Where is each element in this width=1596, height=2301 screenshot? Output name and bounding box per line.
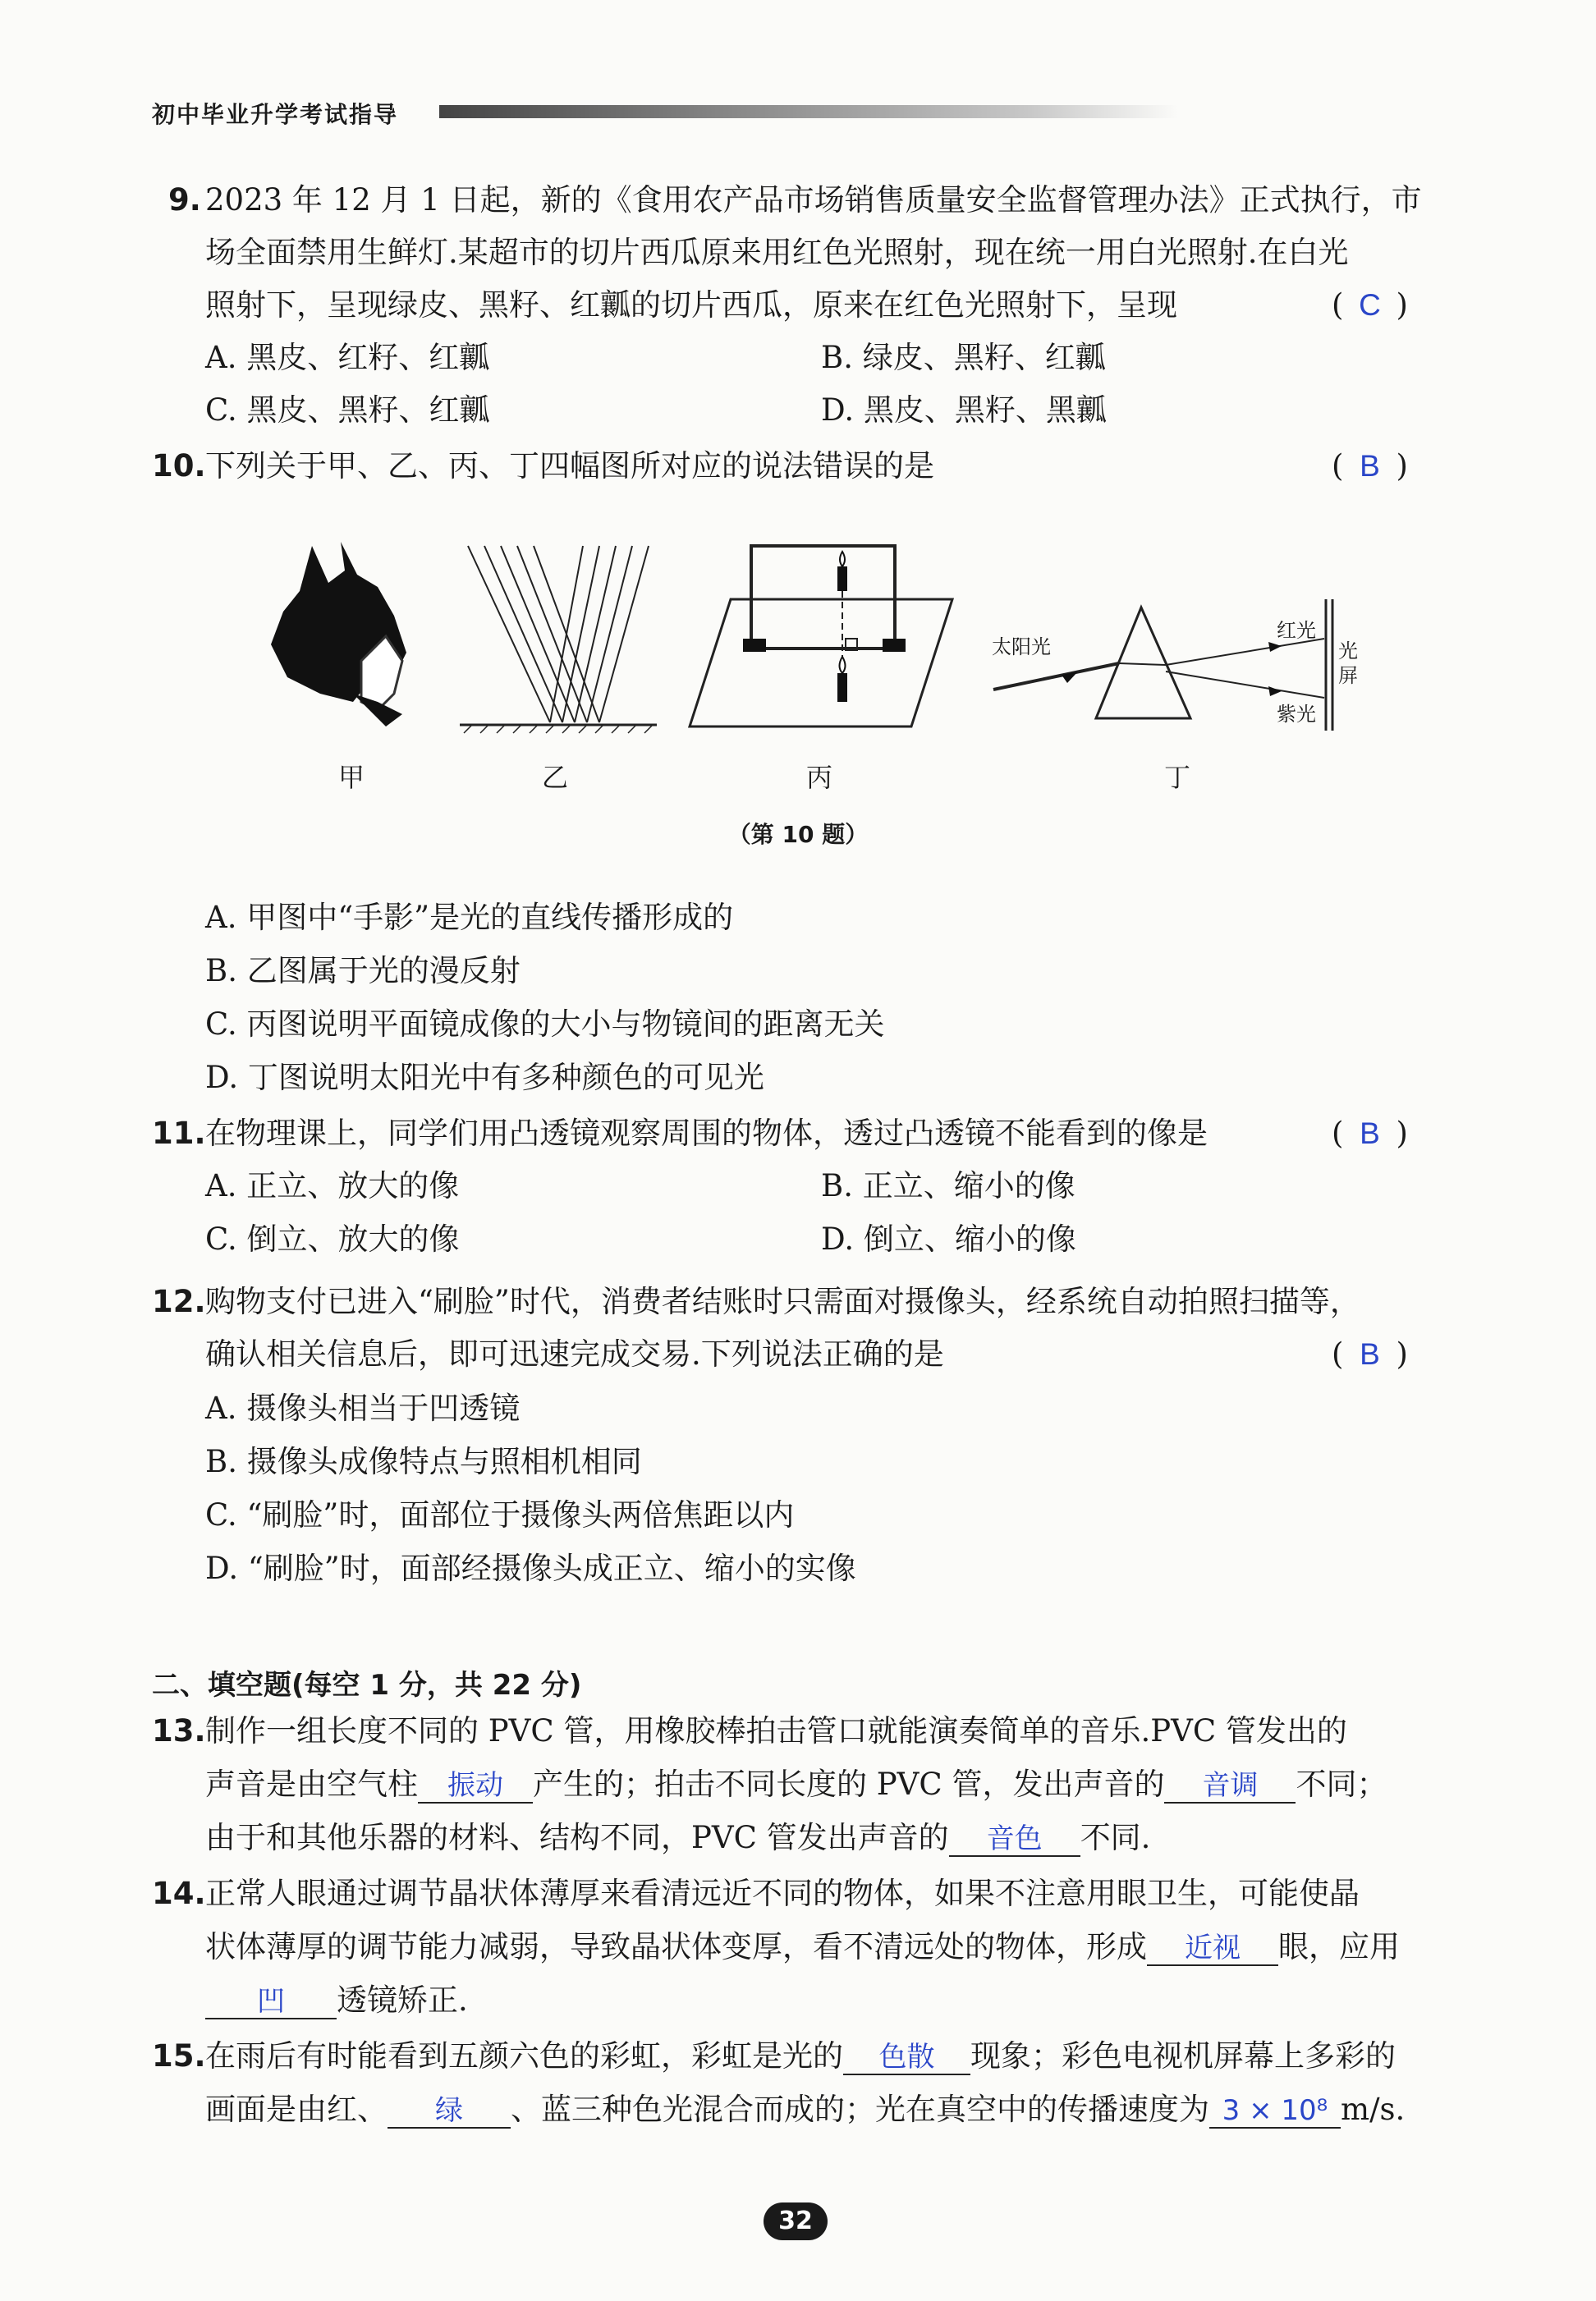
q9-line-1: 2023 年 12 月 1 日起，新的《食用农产品市场销售质量安全监督管理办法》正式执行，市 — [205, 182, 1422, 218]
q13-blank-1[interactable]: 振动 — [418, 1769, 533, 1804]
q12-option-b: B. 摄像头成像特点与照相机相同 — [205, 1444, 642, 1479]
q11-answer-value: B — [1360, 1116, 1380, 1150]
fig-label-jia: 甲 — [338, 762, 365, 793]
q10-answer-value: B — [1360, 449, 1380, 483]
q11-number: 11. — [152, 1116, 206, 1151]
q15-number: 15. — [152, 2038, 206, 2074]
q14-text-3b: 透镜矫正. — [337, 1982, 468, 2018]
q13-line-3 — [205, 1818, 1150, 1858]
q14-number: 14. — [152, 1876, 206, 1911]
q13-text-2c: 不同； — [1296, 1767, 1387, 1802]
q15-text-2c: m/s. — [1341, 2092, 1406, 2127]
q11-stem: 在物理课上，同学们用凸透镜观察周围的物体，透过凸透镜不能看到的像是 — [205, 1116, 1208, 1151]
q13-text-3a: 由于和其他乐器的材料、结构不同，PVC 管发出声音的 — [205, 1820, 949, 1855]
q14-blank-1[interactable]: 近视 — [1147, 1932, 1278, 1966]
q15-blank-3[interactable]: 3 × 10⁸ — [1209, 2094, 1341, 2129]
q15-text-1b: 现象；彩色电视机屏幕上多彩的 — [970, 2038, 1396, 2074]
q13-text-3b: 不同. — [1080, 1820, 1151, 1855]
running-header: 初中毕业升学考试指导 — [152, 101, 399, 128]
q13-blank-2[interactable]: 音调 — [1164, 1769, 1296, 1804]
q11-option-b: B. 正立、缩小的像 — [821, 1168, 1075, 1203]
q13-blank-3[interactable]: 音色 — [949, 1822, 1080, 1857]
q13-line-2 — [205, 1765, 1387, 1804]
q15-line-2 — [205, 2090, 1405, 2129]
q11-option-a: A. 正立、放大的像 — [205, 1168, 460, 1203]
q13-text-2a: 声音是由空气柱 — [205, 1767, 418, 1802]
q10-number: 10. — [152, 448, 206, 484]
q10-option-c: C. 丙图说明平面镜成像的大小与物镜间的距离无关 — [205, 1006, 885, 1042]
q11-answer: ( B ) — [1332, 1114, 1408, 1153]
figure-bing-plane-mirror — [681, 534, 961, 739]
q13-number: 13. — [152, 1713, 206, 1749]
section-2-title: 二、填空题(每空 1 分，共 22 分) — [152, 1669, 582, 1702]
prism-label-violet: 紫光 — [1277, 703, 1316, 726]
page-number: 32 — [764, 2202, 828, 2240]
q15-text-1a: 在雨后有时能看到五颜六色的彩虹，彩虹是光的 — [205, 2038, 843, 2074]
q9-answer-value: C — [1359, 288, 1381, 322]
q10-option-a: A. 甲图中“手影”是光的直线传播形成的 — [205, 900, 734, 935]
q9-line-2: 场全面禁用生鲜灯.某超市的切片西瓜原来用红色光照射，现在统一用白光照射.在白光 — [205, 235, 1349, 270]
q12-answer: ( B ) — [1332, 1335, 1408, 1374]
q12-option-d: D. “刷脸”时，面部经摄像头成正立、缩小的实像 — [205, 1551, 856, 1586]
prism-label-sun: 太阳光 — [992, 635, 1051, 658]
fig-label-ding: 丁 — [1164, 762, 1191, 793]
prism-label-red: 红光 — [1277, 619, 1316, 642]
q10-answer: ( B ) — [1332, 447, 1408, 486]
q14-line-2 — [205, 1927, 1400, 1967]
figure-yi-reflection — [460, 538, 657, 735]
q10-stem: 下列关于甲、乙、丙、丁四幅图所对应的说法错误的是 — [205, 448, 934, 484]
prism-label-screen: 光屏 — [1338, 639, 1358, 687]
q12-line-2: 确认相关信息后，即可迅速完成交易.下列说法正确的是 — [205, 1336, 944, 1372]
q15-text-2b: 、蓝三种色光混合而成的；光在真空中的传播速度为 — [511, 2092, 1209, 2127]
q9-option-c: C. 黑皮、黑籽、红瓤 — [205, 392, 490, 428]
q9-line-3: 照射下，呈现绿皮、黑籽、红瓤的切片西瓜，原来在红色光照射下，呈现 — [205, 287, 1177, 323]
q14-line-3 — [205, 1981, 468, 2020]
q9-option-b: B. 绿皮、黑籽、红瓤 — [821, 340, 1106, 375]
header-rule — [439, 105, 1178, 118]
q9-option-a: A. 黑皮、红籽、红瓤 — [205, 340, 490, 375]
q12-line-1: 购物支付已进入“刷脸”时代，消费者结账时只需面对摄像头，经系统自动拍照扫描等， — [205, 1284, 1360, 1319]
fig-label-bing: 丙 — [806, 762, 833, 793]
figure-jia-hand-shadow — [263, 538, 443, 735]
q14-line-1: 正常人眼通过调节晶状体薄厚来看清远近不同的物体，如果不注意用眼卫生，可能使晶 — [205, 1876, 1360, 1911]
q9-option-d: D. 黑皮、黑籽、黑瓤 — [821, 392, 1107, 428]
q9-answer: ( C ) — [1332, 286, 1408, 325]
q15-text-2a: 画面是由红、 — [205, 2092, 388, 2127]
q13-line-1: 制作一组长度不同的 PVC 管，用橡胶棒拍击管口就能演奏简单的音乐.PVC 管发出的 — [205, 1713, 1347, 1749]
q14-text-2a: 状体薄厚的调节能力减弱，导致晶状体变厚，看不清远处的物体，形成 — [205, 1929, 1147, 1964]
q9-number: 9. — [168, 182, 201, 218]
q13-text-2b: 产生的；拍击不同长度的 PVC 管，发出声音的 — [533, 1767, 1165, 1802]
q11-option-d: D. 倒立、缩小的像 — [821, 1222, 1076, 1257]
q15-line-1 — [205, 2037, 1396, 2076]
q12-number: 12. — [152, 1284, 206, 1319]
q10-option-d: D. 丁图说明太阳光中有多种颜色的可见光 — [205, 1060, 764, 1095]
q14-text-2b: 眼，应用 — [1278, 1929, 1400, 1964]
q11-option-c: C. 倒立、放大的像 — [205, 1222, 460, 1257]
q10-option-b: B. 乙图属于光的漫反射 — [205, 953, 521, 988]
q12-option-c: C. “刷脸”时，面部位于摄像头两倍焦距以内 — [205, 1497, 795, 1533]
q15-blank-1[interactable]: 色散 — [843, 2041, 970, 2075]
q12-answer-value: B — [1360, 1337, 1380, 1371]
q14-blank-2[interactable]: 凹 — [205, 1985, 337, 2019]
q10-figure-caption: （第 10 题） — [727, 821, 869, 848]
q15-blank-2[interactable]: 绿 — [388, 2094, 511, 2129]
fig-label-yi: 乙 — [542, 762, 569, 793]
q12-option-a: A. 摄像头相当于凹透镜 — [205, 1391, 521, 1426]
